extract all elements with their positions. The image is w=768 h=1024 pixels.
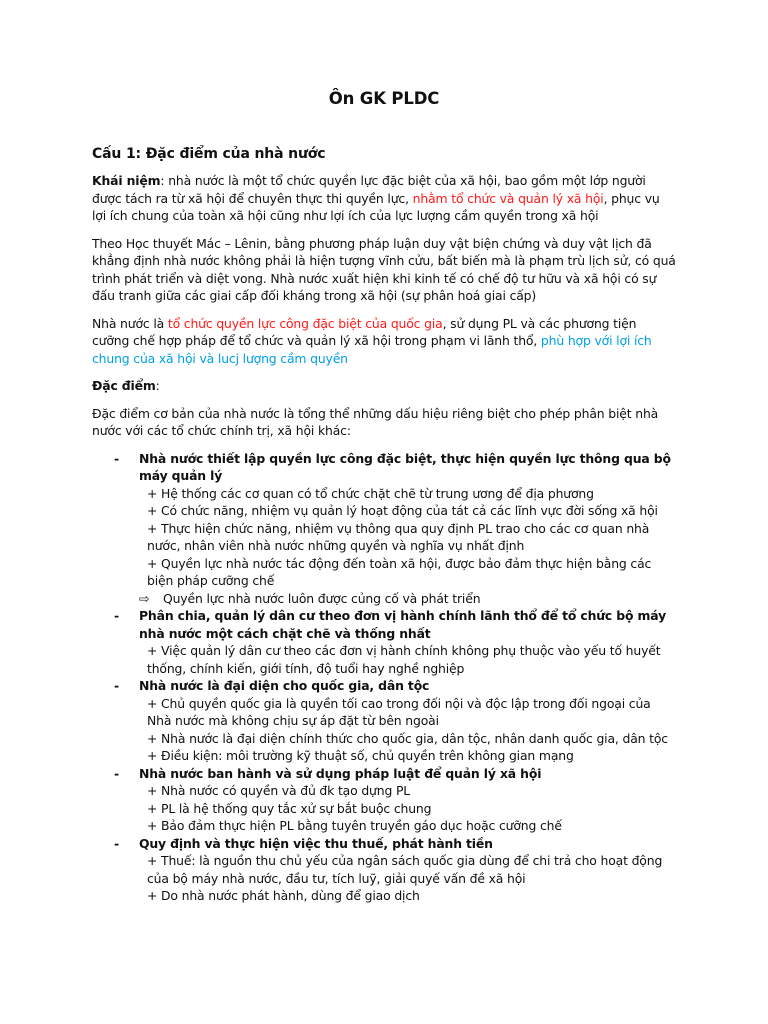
list-sub-item: + Điều kiện: môi trường kỹ thuật số, chủ quyền trên không gian mạng: [147, 748, 574, 763]
characteristics-list: [92, 450, 676, 905]
state-def-text-2: , sử dụng PL và các phương tiện cưỡng chế hợp pháp để tổ chức và quản lý xã hội trong phạm vi lãnh thổ,: [92, 315, 637, 348]
list-sub-item: + Nhà nước là đại diện chính thức cho quốc gia, dân tộc, nhân danh quốc gia, dân tộc: [147, 730, 668, 746]
list-item-title: Nhà nước là đại diện cho quốc gia, dân tộc: [139, 678, 430, 693]
list-sub-item: + Bảo đảm thực hiện PL bằng tuyên truyền gáo dục hoặc cưỡng chế: [147, 818, 562, 833]
definition-text-1: nhà nước là một tổ chức quyền lực đặc biệt của xã hội, bao gồm một lớp người được tách ra từ xã hội để chuyên thực thi quyền lực,: [92, 173, 646, 206]
dash-marker: -: [114, 765, 119, 781]
list-sub-item: + Quyền lực nhà nước tác động đến toàn xã hội, được bảo đảm thực hiện bằng các biện pháp cưỡng chế: [147, 555, 652, 588]
list-sub-item: + Chủ quyền quốc gia là quyền tối cao trong đối nội và độc lập trong đối ngoại của Nhà nước mà không chịu sự áp đặt từ bên ngoài: [147, 695, 651, 728]
state-definition-paragraph: [92, 315, 676, 368]
list-sub-item: + PL là hệ thống quy tắc xử sự bắt buộc chung: [147, 800, 432, 816]
definition-label: Khái niệm: [92, 173, 161, 188]
list-sub-item: + Do nhà nước phát hành, dùng để giao dịch: [147, 888, 420, 903]
characteristics-label: Đặc điểm: [92, 378, 156, 393]
list-sub-item: + Thuế: là nguồn thu chủ yếu của ngân sách quốc gia dùng để chi trả cho hoạt động của bộ máy nhà nước, đầu tư, tích luỹ, giải quyế vấn đề xã hội: [147, 853, 663, 886]
marxist-theory-paragraph: Theo Học thuyết Mác – Lênin, bằng phương pháp luận duy vật biện chứng và duy vật lịch đã khẳng định nhà nước không phải là hiện tượng vĩnh cửu, bất biến mà là phạm trù lịch sử, có quá trình phát triển và diệt vong. Nhà nước xuất hiện khi kinh tế có chế độ tư hữu và xã hội có sự đấu tranh giữa các giai cấp đối kháng trong xã hội (sự phân hoá giai cấp): [92, 235, 676, 303]
definition-text-2: , phục vụ lợi ích chung của toàn xã hội cũng như lợi ích của lực lượng cầm quyền trong xã hội: [92, 190, 660, 223]
list-item: [92, 450, 676, 608]
definition-paragraph: [92, 172, 676, 225]
dash-marker: -: [114, 835, 119, 851]
dash-marker: -: [114, 678, 119, 693]
list-item-title: Phân chia, quản lý dân cư theo đơn vị hành chính lãnh thổ để tổ chức bộ máy nhà nước một cách chặt chẽ và thống nhất: [139, 608, 667, 641]
list-item: [92, 765, 676, 835]
list-item-title: Quy định và thực hiện việc thu thuế, phát hành tiền: [139, 835, 493, 851]
dash-marker: -: [114, 608, 119, 623]
list-sub-item: + Hệ thống các cơ quan có tổ chức chặt chẽ từ trung ương để địa phương: [147, 485, 594, 501]
list-sub-item: + Có chức năng, nhiệm vụ quản lý hoạt động của tát cả các lĩnh vực đời sống xã hội: [147, 503, 658, 518]
conclusion-text: Quyền lực nhà nước luôn được củng cố và phát triển: [163, 590, 481, 606]
list-sub-item: + Thực hiện chức năng, nhiệm vụ thông qua quy định PL trao cho các cơ quan nhà nước, nhân viên nhà nước những quyền và nghĩa vụ nhất định: [147, 520, 650, 553]
state-def-highlight-red: tổ chức quyền lực công đặc biệt của quốc gia: [167, 315, 443, 331]
conclusion-line: [139, 590, 676, 608]
characteristics-label-line: [92, 377, 676, 395]
list-sub-item: + Nhà nước có quyền và đủ đk tạo dựng PL: [147, 783, 411, 798]
list-item: [92, 835, 676, 905]
arrow-right-icon: ⇨: [139, 590, 150, 606]
section-heading: Cấu 1: Đặc điểm của nhà nước: [92, 146, 326, 162]
list-item-title: Nhà nước ban hành và sử dụng pháp luật để quản lý xã hội: [139, 765, 542, 781]
list-item-title: Nhà nước thiết lập quyền lực công đặc biệt, thực hiện quyền lực thông qua bộ máy quản lý: [139, 450, 671, 483]
characteristics-colon: :: [155, 378, 160, 393]
list-item: [92, 607, 676, 677]
definition-colon: :: [160, 173, 169, 188]
list-sub-item: + Việc quản lý dân cư theo các đơn vị hành chính không phụ thuộc vào yếu tố huyết thống, chính kiến, giới tính, độ tuổi hay nghề nghiệp: [147, 643, 661, 676]
definition-highlight-red: nhằm tổ chức và quản lý xã hội: [412, 190, 604, 206]
state-def-text-1: Nhà nước là: [92, 315, 168, 331]
state-def-highlight-blue: phù hợp với lợi ích chung của xã hội và lucj lượng cầm quyền: [92, 333, 652, 366]
list-item: [92, 677, 676, 765]
characteristics-intro: Đặc điểm cơ bản của nhà nước là tổng thể những dấu hiệu riêng biệt cho phép phân biệt nhà nước với các tổ chức chính trị, xã hội khác:: [92, 405, 659, 438]
page-title: Ôn GK PLDC: [328, 89, 440, 108]
dash-marker: -: [114, 450, 119, 466]
